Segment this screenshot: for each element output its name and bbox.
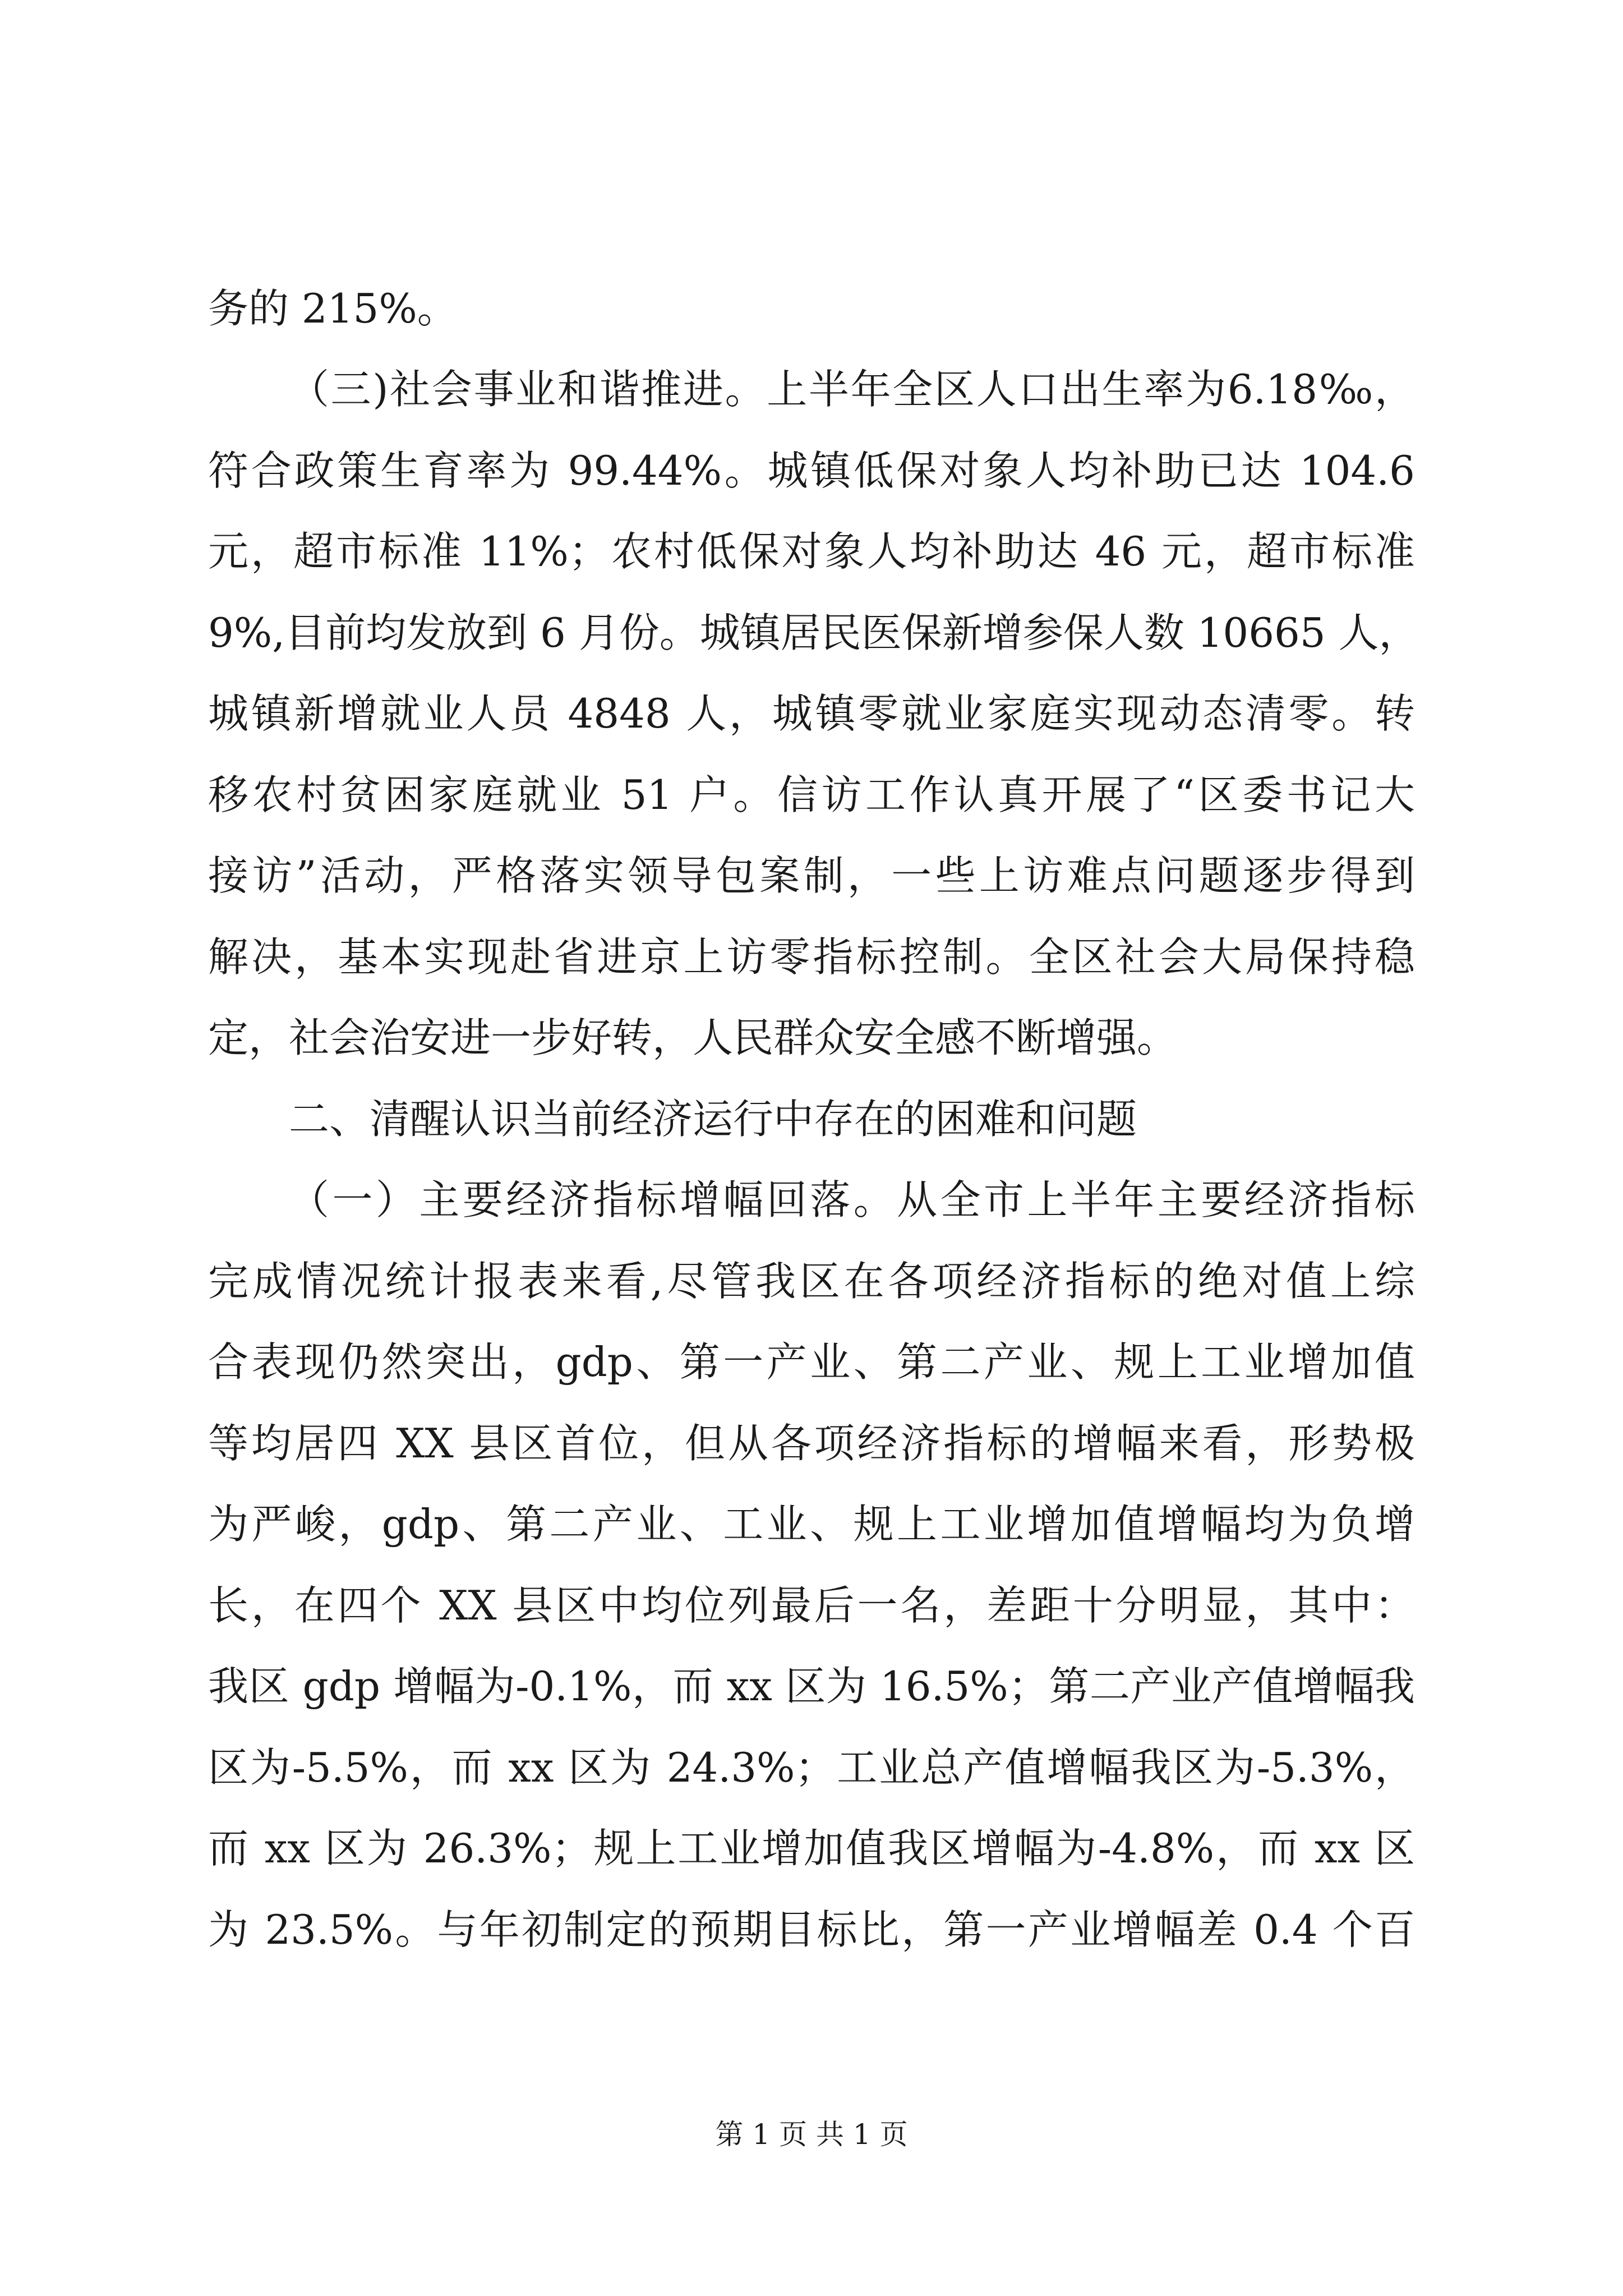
text-line: 而 xx 区为 26.3%；规上工业增加值我区增幅为-4.8%，而 xx 区	[208, 1825, 1415, 1872]
text-line: 合表现仍然突出，gdp、第一产业、第二产业、规上工业增加值	[208, 1338, 1415, 1386]
text-line: 为 23.5%。与年初制定的预期目标比，第一产业增幅差 0.4 个百	[208, 1906, 1415, 1953]
text-line: 接访”活动，严格落实领导包案制，一些上访难点问题逐步得到	[208, 852, 1415, 899]
text-line: （三)社会事业和谐推进。上半年全区人口出生率为6.18‰，	[289, 366, 1415, 413]
section-heading: 二、清醒认识当前经济运行中存在的困难和问题	[289, 1096, 1137, 1143]
text-line: 区为-5.5%，而 xx 区为 24.3%；工业总产值增幅我区为-5.3%，	[208, 1744, 1415, 1791]
text-line: 解决，基本实现赴省进京上访零指标控制。全区社会大局保持稳	[208, 933, 1415, 981]
text-line: （一）主要经济指标增幅回落。从全市上半年主要经济指标	[289, 1176, 1415, 1223]
text-line: 为严峻，gdp、第二产业、工业、规上工业增加值增幅均为负增	[208, 1501, 1415, 1548]
text-line: 长，在四个 XX 县区中均位列最后一名，差距十分明显，其中：	[208, 1582, 1415, 1629]
text-line: 符合政策生育率为 99.44%。城镇低保对象人均补助已达 104.6	[208, 447, 1415, 494]
text-line: 9%,目前均发放到 6 月份。城镇居民医保新增参保人数 10665 人，	[208, 609, 1419, 656]
text-line: 定，社会治安进一步好转，人民群众安全感不断增强。	[208, 1014, 1178, 1061]
text-line: 完成情况统计报表来看,尽管我区在各项经济指标的绝对值上综	[208, 1258, 1415, 1305]
text-line: 务的 215%。	[208, 285, 458, 332]
text-line: 元，超市标准 11%；农村低保对象人均补助达 46 元，超市标准	[208, 528, 1415, 575]
text-line: 我区 gdp 增幅为-0.1%，而 xx 区为 16.5%；第二产业产值增幅我	[208, 1663, 1415, 1710]
page-footer: 第 1 页 共 1 页	[715, 2118, 908, 2151]
text-line: 移农村贫困家庭就业 51 户。信访工作认真开展了“区委书记大	[208, 771, 1415, 818]
text-line: 城镇新增就业人员 4848 人，城镇零就业家庭实现动态清零。转	[208, 690, 1415, 737]
text-line: 等均居四 XX 县区首位，但从各项经济指标的增幅来看，形势极	[208, 1420, 1415, 1467]
